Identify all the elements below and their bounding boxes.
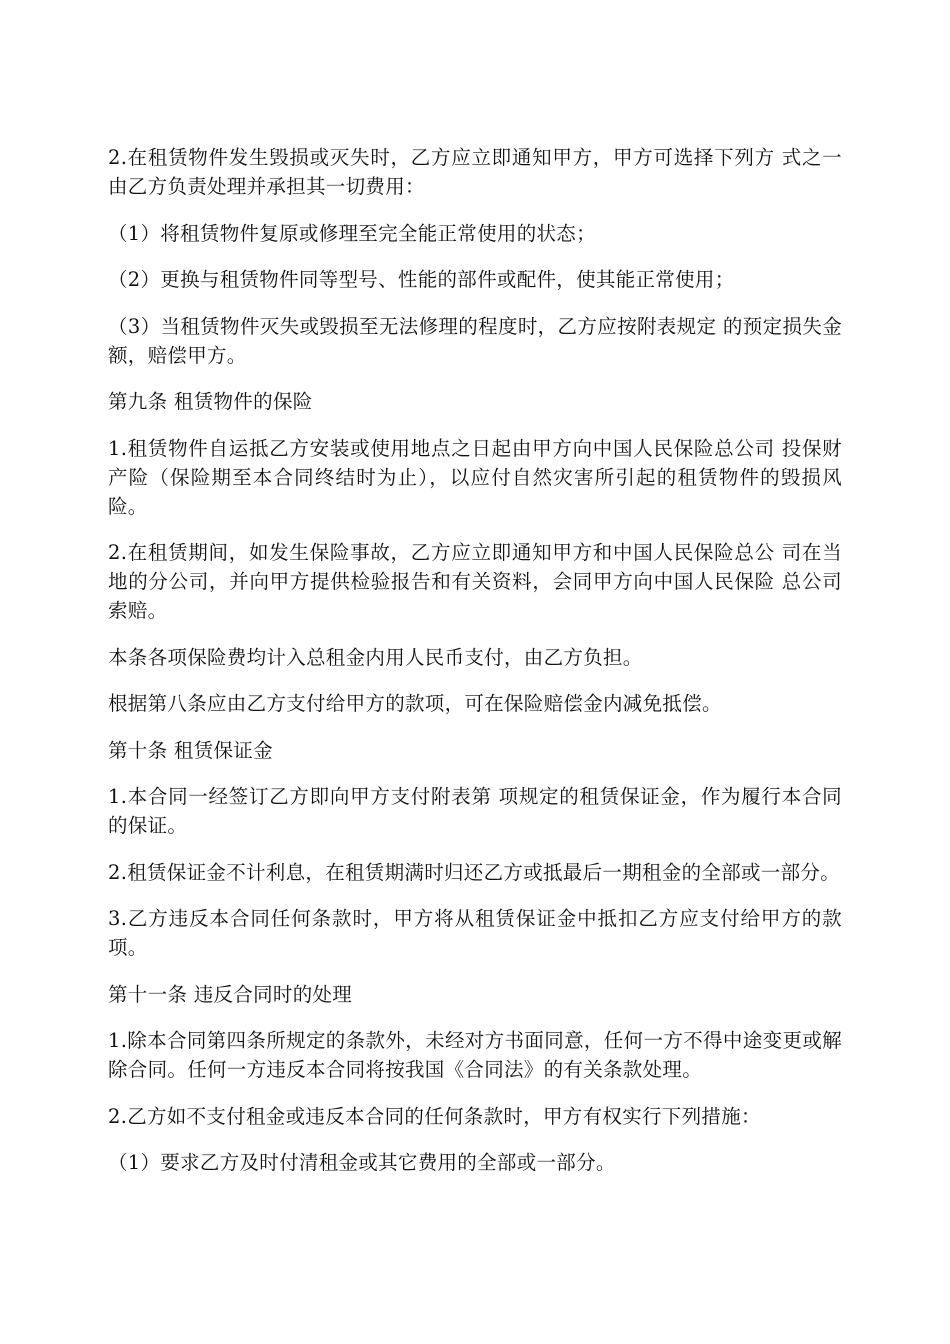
paragraph-deposit-1: 1.本合同一经签订乙方即向甲方支付附表第 项规定的租赁保证金，作为履行本合同的保证。	[108, 785, 842, 837]
paragraph-breach-2: 2.乙方如不支付租金或违反本合同的任何条款时，甲方有权实行下列措施：	[108, 1104, 761, 1128]
paragraph-breach-1: 1.除本合同第四条所规定的条款外，未经对方书面同意，任何一方不得中途变更或解除合同。任何一方违反本合同将按我国《合同法》的有关条款处理。	[108, 1029, 842, 1081]
paragraph-damage-handling: 2.在租赁物件发生毁损或灭失时，乙方应立即通知甲方，甲方可选择下列方 式之一由乙方负责处理并承担其一切费用：	[108, 146, 842, 198]
section-heading-article-10: 第十条 租赁保证金	[108, 738, 273, 762]
list-item-compensate: （3）当租赁物件灭失或毁损至无法修理的程度时，乙方应按附表规定 的预定损失金额，赔偿甲方。	[108, 314, 842, 367]
section-heading-article-11: 第十一条 违反合同时的处理	[108, 982, 353, 1006]
paragraph-insurance-fee: 本条各项保险费均计入总租金内用人民币支付，由乙方负担。	[108, 645, 643, 669]
paragraph-deposit-3: 3.乙方违反本合同任何条款时，甲方将从租赁保证金中抵扣乙方应支付给甲方的款项。	[108, 907, 842, 959]
section-heading-article-9: 第九条 租赁物件的保险	[108, 390, 313, 413]
paragraph-deposit-2: 2.租赁保证金不计利息，在租赁期满时归还乙方或抵最后一期租金的全部或一部分。	[108, 860, 841, 884]
document-page	[108, 143, 842, 1195]
paragraph-insurance-2: 2.在租赁期间，如发生保险事故，乙方应立即通知甲方和中国人民保险总公 司在当地的分公司，并向甲方提供检验报告和有关资料，会同甲方向中国人民保险 总公司索赔。	[108, 541, 842, 622]
list-item-demand-payment: （1）要求乙方及时付清租金或其它费用的全部或一部分。	[108, 1151, 616, 1174]
list-item-replace: （2）更换与租赁物件同等型号、性能的部件或配件，使其能正常使用；	[108, 268, 735, 291]
paragraph-insurance-offset: 根据第八条应由乙方支付给甲方的款项，可在保险赔偿金内减免抵偿。	[108, 692, 722, 715]
list-item-restore: （1）将租赁物件复原或修理至完全能正常使用的状态；	[108, 221, 596, 245]
paragraph-insurance-1: 1.租赁物件自运抵乙方安装或使用地点之日起由甲方向中国人民保险总公司 投保财产险（保险期至本合同终结时为止），以应付自然灾害所引起的租赁物件的毁损风险。	[108, 436, 842, 518]
